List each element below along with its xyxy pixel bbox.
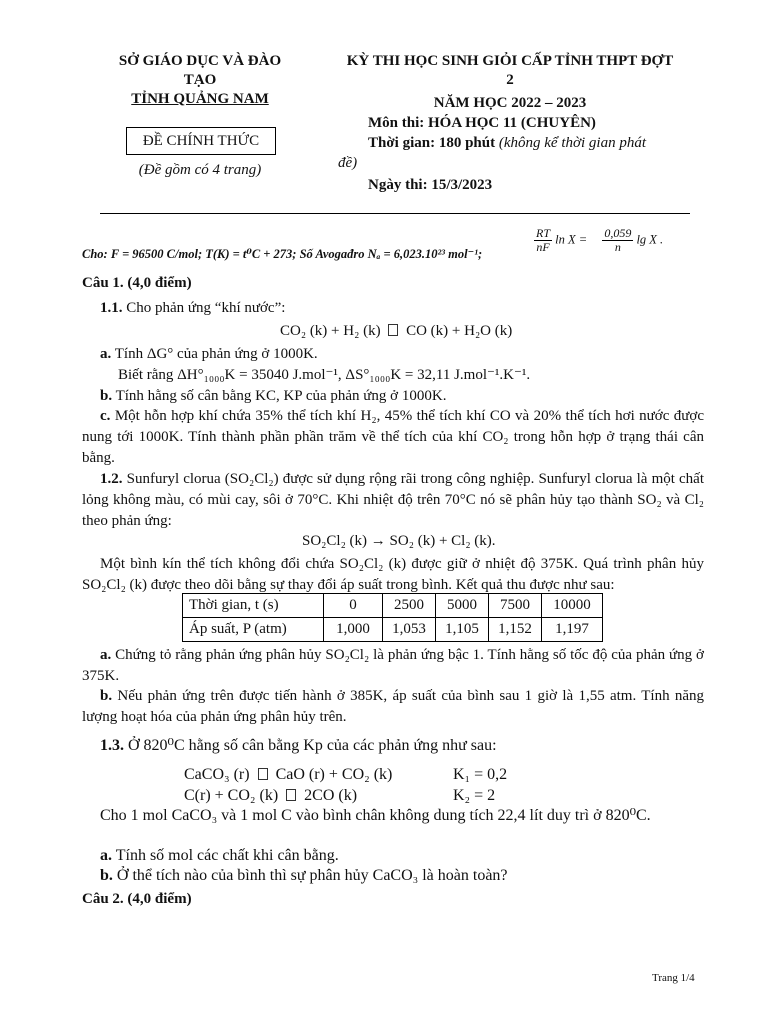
p11-intro: [100, 299, 285, 318]
time-line: [368, 134, 646, 153]
p11-b-label: b.: [100, 388, 113, 404]
p13-eq1-right: CaO (r) + CO₂ (k): [275, 766, 393, 783]
nernst-formula: [534, 227, 663, 254]
official-label: ĐỀ CHÍNH THỨC: [142, 133, 260, 149]
school-year: NĂM HỌC 2022 – 2023: [433, 95, 587, 111]
p11-eq-left: CO₂ (k) + H₂ (k): [280, 323, 381, 339]
table-cell: 1,000: [324, 618, 383, 642]
p13-eq2-left: C(r) + CO₂ (k): [184, 787, 279, 804]
equilibrium-arrow-icon: [388, 324, 398, 336]
p13-a-text: Tính số mol các chất khi cân bằng.: [115, 847, 339, 864]
subject: Môn thi: HÓA HỌC 11 (CHUYÊN): [368, 115, 596, 131]
p11-text: Cho phản ứng “khí nước”:: [126, 300, 286, 316]
official-box: [126, 127, 276, 155]
table-cell: 0: [324, 594, 383, 618]
p11-equation: [280, 322, 512, 341]
q2-title: Câu 2. (4,0 điểm): [82, 891, 192, 907]
p12-intro: [82, 469, 704, 532]
p11-label: 1.1.: [100, 300, 123, 316]
p13-b-text: Ở thể tích nào của bình thì sự phân hủy CaCO₃ là hoàn toàn?: [116, 867, 508, 884]
time-note-2: đề): [338, 155, 358, 171]
org-line-1: SỞ GIÁO DỤC VÀ ĐÀO: [118, 53, 282, 69]
p11-c-label: c.: [100, 408, 111, 424]
lg-x: lg X .: [636, 232, 664, 247]
q1-title: Câu 1. (4,0 điểm): [82, 275, 192, 291]
exam-title-1: KỲ THI HỌC SINH GIỎI CẤP TỈNH THPT ĐỢT: [346, 53, 674, 69]
frac1-num: RT: [536, 226, 551, 240]
table-cell: 2500: [383, 594, 436, 618]
p12-label: 1.2.: [100, 471, 123, 487]
header-right: [320, 52, 700, 113]
time-note: (không kể thời gian phát: [498, 135, 647, 151]
table-cell: Áp suất, P (atm): [183, 618, 324, 642]
table-cell: 1,105: [436, 618, 489, 642]
constants-text: Cho: F = 96500 C/mol; T(K) = t⁰C + 273; Số Avogađro Nₐ = 6,023.10²³ mol⁻¹;: [82, 247, 483, 261]
table-cell: 7500: [489, 594, 542, 618]
table-cell: 1,053: [383, 618, 436, 642]
p12-text2: Một bình kín thể tích không đổi chứa SO₂Cl₂ (k) được giữ ở nhiệt độ 375K. Quá trình phân hủy SO₂Cl₂ (k) được theo dõi bằng sự thay đổi áp suất trong bình. Kết quả thu được như sau:: [82, 556, 704, 593]
p11-b: [100, 387, 446, 406]
p11-b-text: Tính hằng số cân bằng KC, KP của phản ứng ở 1000K.: [115, 388, 447, 404]
table-cell: 5000: [436, 594, 489, 618]
frac2-den: n: [614, 240, 621, 254]
p12-b-label: b.: [100, 688, 113, 704]
p13-intro: [100, 736, 497, 755]
org-line-2: TẠO: [183, 72, 217, 88]
table-cell: 1,197: [542, 618, 603, 642]
frac2-num: 0,059: [604, 226, 632, 240]
p13-eq1-left: CaCO₃ (r): [184, 766, 250, 783]
p13-k1: K₁ = 0,2: [453, 766, 508, 783]
p13-text: Ở 820⁰C hằng số cân bằng Kp của các phản ứng như sau:: [128, 737, 497, 754]
pages-note: (Đề gồm có 4 trang): [138, 162, 262, 178]
equilibrium-arrow-icon: [258, 768, 268, 780]
p12-a-text: Chứng tỏ rằng phản ứng phân hủy SO₂Cl₂ là phản ứng bậc 1. Tính hằng số tốc độ của phản ứng ở 375K.: [82, 647, 704, 684]
header-left: [100, 52, 300, 109]
p13-eq1: [184, 765, 392, 784]
p12-text: Sunfuryl clorua (SO₂Cl₂) được sử dụng rộng rãi trong công nghiệp. Sunfuryl clorua là một chất lỏng không màu, có mùi cay, sôi ở 70°C. Khi nhiệt độ trên 70°C nó sẽ phân hủy tạo thành SO₂ và Cl₂ theo phản ứng:: [82, 471, 704, 529]
page-number: Trang 1/4: [652, 972, 695, 984]
p11-eq-right: CO (k) + H₂O (k): [406, 323, 513, 339]
p12-b: [82, 686, 704, 728]
p13-text2: Cho 1 mol CaCO₃ và 1 mol C vào bình chân không dung tích 22,4 lít duy trì ở 820⁰C.: [100, 807, 651, 824]
equilibrium-arrow-icon: [286, 789, 296, 801]
table-cell: Thời gian, t (s): [183, 594, 324, 618]
p11-a-given: Biết rằng ΔH°₁₀₀₀K = 35040 J.mol⁻¹, ΔS°₁₀₀₀K = 32,11 J.mol⁻¹.K⁻¹.: [118, 367, 531, 383]
p11-a-label: a.: [100, 346, 112, 362]
table-cell: 1,152: [489, 618, 542, 642]
p11-a-text: Tính ΔG° của phản ứng ở 1000K.: [114, 346, 318, 362]
kinetics-table: [182, 593, 603, 642]
org-line-3: TỈNH QUẢNG NAM: [131, 91, 269, 107]
time-bold: Thời gian: 180 phút: [368, 135, 496, 151]
p11-c: [82, 406, 704, 469]
p13-a-label: a.: [100, 847, 112, 864]
p11-a: [100, 345, 318, 364]
p13-eq2: [184, 786, 357, 805]
p13-eq2-right: 2CO (k): [304, 787, 358, 804]
p11-c-text: Một hỗn hợp khí chứa 35% thể tích khí H₂, 45% thể tích khí CO và 20% thể tích hơi nước được nung tới 1000K. Tính thành phần phần trăm về thể tích của khí CO₂ trong hỗn hợp ở trạng thái cân bằng.: [82, 408, 704, 466]
p13-label: 1.3.: [100, 737, 124, 754]
p12-b-text: Nếu phản ứng trên được tiến hành ở 385K, áp suất của bình sau 1 giờ là 1,55 atm. Tính năng lượng hoạt hóa của phản ứng phân hủy trên.: [82, 688, 705, 725]
table-row: [183, 618, 603, 642]
p12-a-label: a.: [100, 647, 112, 663]
exam-title-2: 2: [506, 72, 514, 88]
p12-equation: SO₂Cl₂ (k) → SO₂ (k) + Cl₂ (k).: [302, 533, 496, 549]
table-cell: 10000: [542, 594, 603, 618]
ln-x: ln X =: [555, 232, 588, 247]
p13-b-label: b.: [100, 867, 113, 884]
p13-a: [100, 846, 339, 865]
p13-k2: K₂ = 2: [453, 787, 496, 804]
table-row: [183, 594, 603, 618]
frac1-den: nF: [536, 240, 550, 254]
p13-b: [100, 866, 508, 885]
p12-a: [82, 645, 704, 687]
header-divider: [100, 213, 690, 214]
exam-date: Ngày thi: 15/3/2023: [368, 177, 493, 193]
